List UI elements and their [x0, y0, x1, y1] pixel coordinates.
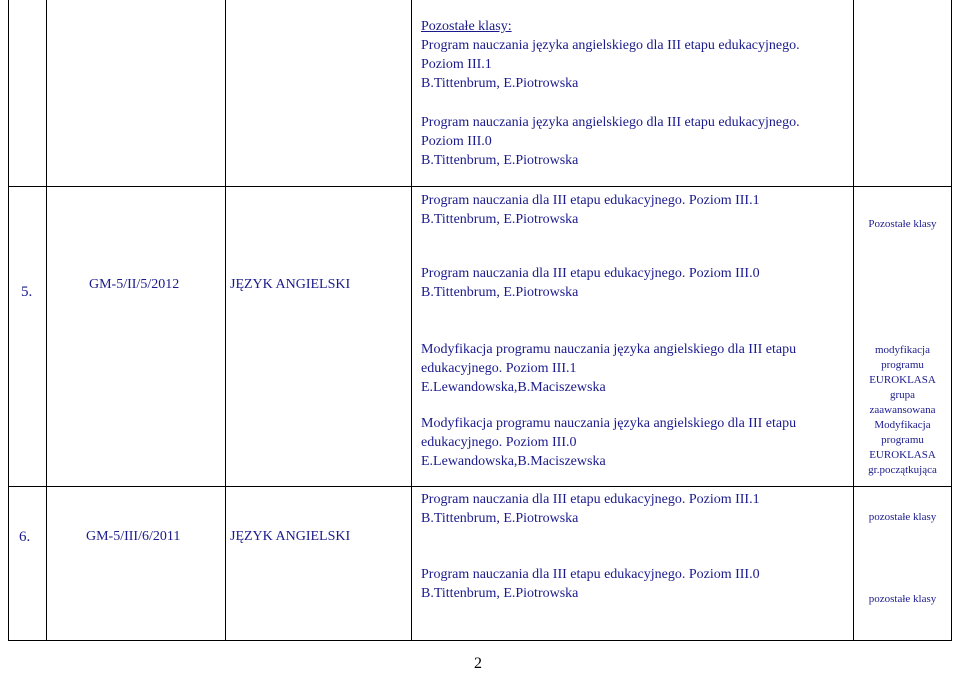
class-note-line: zaawansowana	[869, 404, 936, 416]
program-title: Modyfikacja programu nauczania języka angielskiego dla III etapu	[421, 342, 797, 357]
class-note-line: EUROKLASA	[869, 449, 936, 461]
programs-heading: Pozostałe klasy:	[421, 19, 512, 34]
table-border-left	[8, 0, 9, 641]
program-authors: E.Lewandowska,B.Maciszewska	[421, 454, 606, 469]
program-authors: B.Tittenbrum, E.Piotrowska	[421, 153, 579, 168]
class-note-line: gr.początkująca	[868, 464, 937, 476]
program-title: Program nauczania dla III etapu edukacyjnego. Poziom III.1	[421, 193, 760, 208]
row-divider	[8, 186, 952, 187]
class-note: Pozostałe klasy	[868, 218, 937, 230]
page-number: 2	[474, 655, 482, 672]
program-level: Poziom III.0	[421, 134, 492, 149]
program-title: Program nauczania dla III etapu edukacyjnego. Poziom III.1	[421, 492, 760, 507]
class-note-line: grupa	[889, 389, 916, 401]
program-code: GM-5/II/5/2012	[89, 277, 180, 292]
class-note: pozostałe klasy	[868, 511, 937, 523]
program-authors: E.Lewandowska,B.Maciszewska	[421, 380, 606, 395]
table-border-bottom	[8, 640, 952, 641]
program-title: Program nauczania dla III etapu edukacyjnego. Poziom III.0	[421, 266, 760, 281]
program-authors: B.Tittenbrum, E.Piotrowska	[421, 212, 579, 227]
row-divider	[8, 486, 952, 487]
table-border-right	[951, 0, 952, 641]
column-divider	[853, 0, 854, 641]
program-code: GM-5/III/6/2011	[86, 529, 181, 544]
class-note-line: modyfikacja	[875, 344, 930, 356]
program-level: edukacyjnego. Poziom III.1	[421, 361, 577, 376]
program-title: Modyfikacja programu nauczania języka angielskiego dla III etapu	[421, 416, 797, 431]
program-authors: B.Tittenbrum, E.Piotrowska	[421, 285, 579, 300]
column-divider	[225, 0, 226, 641]
program-authors: B.Tittenbrum, E.Piotrowska	[421, 586, 579, 601]
program-level: edukacyjnego. Poziom III.0	[421, 435, 577, 450]
class-note-line: programu	[881, 359, 924, 371]
program-level: Poziom III.1	[421, 57, 492, 72]
row-number: 5.	[21, 284, 33, 300]
class-note-line: Modyfikacja	[874, 419, 931, 431]
program-title: Program nauczania języka angielskiego dla III etapu edukacyjnego.	[421, 38, 800, 53]
program-authors: B.Tittenbrum, E.Piotrowska	[421, 511, 579, 526]
class-note: pozostałe klasy	[868, 593, 937, 605]
subject-name: JĘZYK ANGIELSKI	[230, 277, 351, 292]
class-note-line: programu	[881, 434, 924, 446]
column-divider	[46, 0, 47, 641]
class-note-line: EUROKLASA	[869, 374, 936, 386]
subject-name: JĘZYK ANGIELSKI	[230, 529, 351, 544]
program-title: Program nauczania dla III etapu edukacyjnego. Poziom III.0	[421, 567, 760, 582]
program-authors: B.Tittenbrum, E.Piotrowska	[421, 76, 579, 91]
program-title: Program nauczania języka angielskiego dla III etapu edukacyjnego.	[421, 115, 800, 130]
column-divider	[411, 0, 412, 641]
row-number: 6.	[19, 529, 31, 545]
